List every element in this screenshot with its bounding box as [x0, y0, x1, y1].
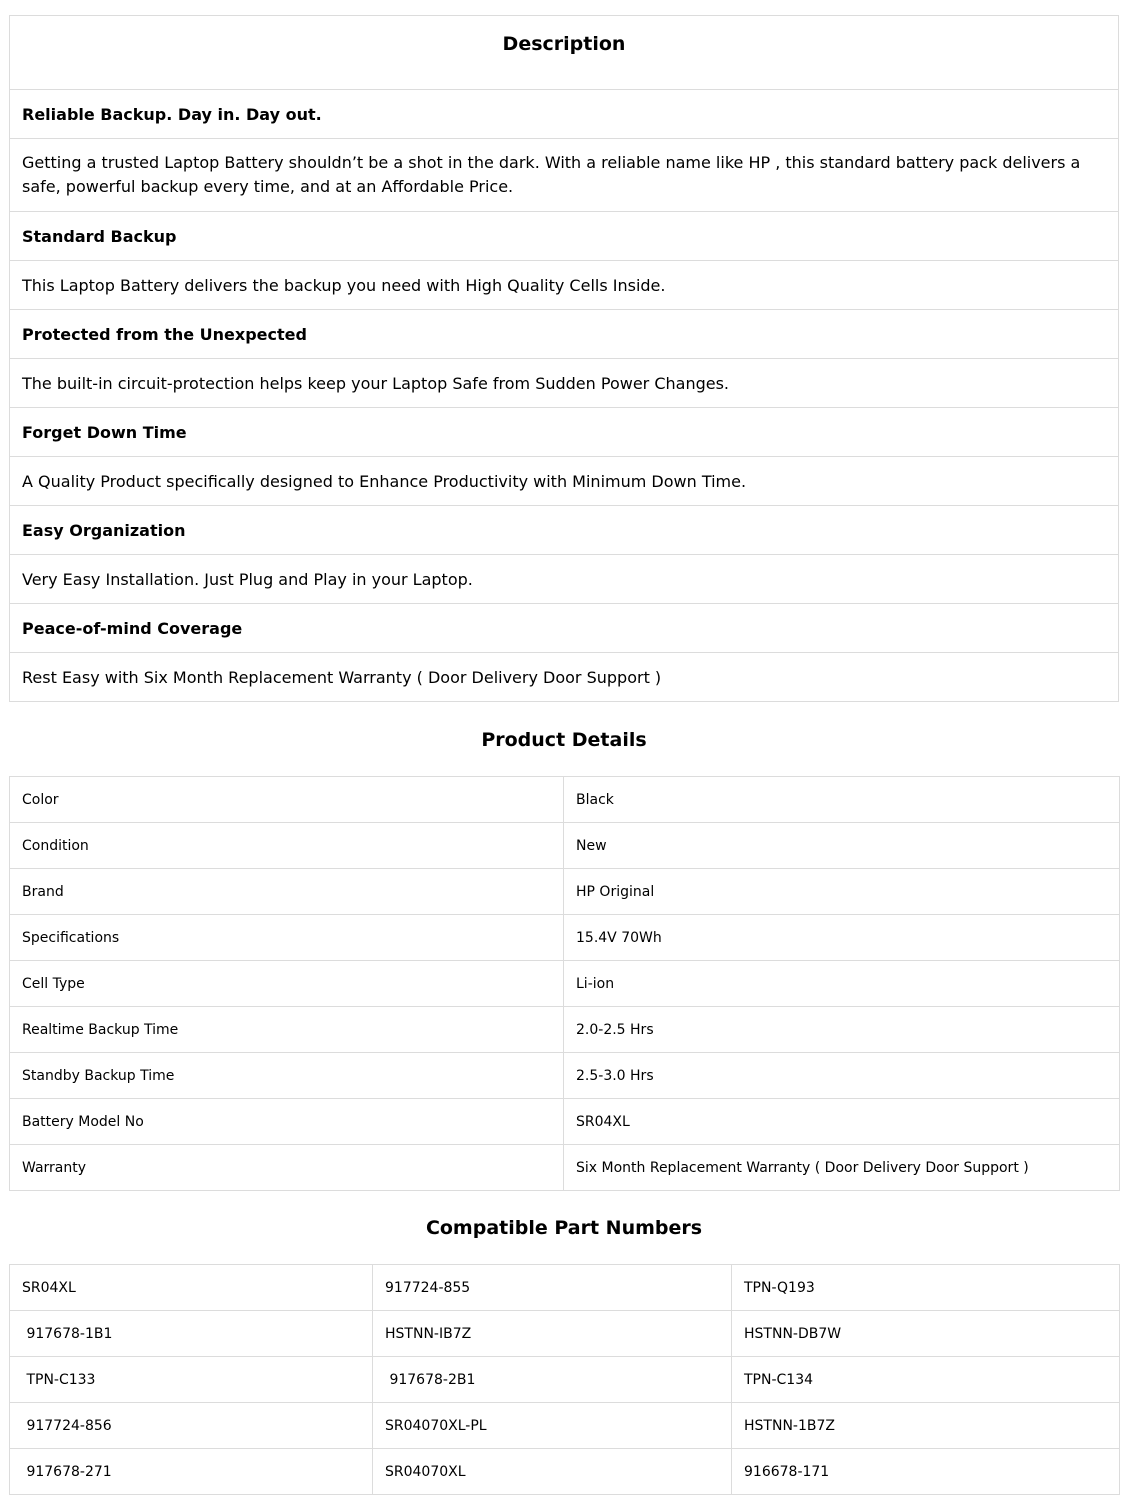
part-number-cell: HSTNN-1B7Z [732, 1403, 1120, 1449]
section-body: Very Easy Installation. Just Plug and Play in your Laptop. [10, 555, 1119, 604]
table-row [10, 1357, 1120, 1403]
detail-label: Brand [10, 869, 564, 915]
table-row [10, 961, 1120, 1007]
description-table [9, 15, 1119, 702]
part-number-cell: 917678-1B1 [10, 1311, 373, 1357]
section-body: Rest Easy with Six Month Replacement Warranty ( Door Delivery Door Support ) [10, 653, 1119, 702]
detail-label: Realtime Backup Time [10, 1007, 564, 1053]
detail-label: Warranty [10, 1145, 564, 1191]
detail-value: 2.0-2.5 Hrs [564, 1007, 1120, 1053]
part-number-cell: 917678-271 [10, 1449, 373, 1495]
part-number-cell: SR04XL [10, 1265, 373, 1311]
detail-value: SR04XL [564, 1099, 1120, 1145]
compatible-part-numbers-title: Compatible Part Numbers [425, 1217, 703, 1239]
section-heading: Protected from the Unexpected [10, 310, 1119, 359]
section-heading: Easy Organization [10, 506, 1119, 555]
table-row [10, 1099, 1120, 1145]
part-number-cell: 917678-2B1 [373, 1357, 732, 1403]
table-row [10, 1449, 1120, 1495]
table-row [10, 777, 1120, 823]
table-row [10, 823, 1120, 869]
section-heading: Standard Backup [10, 212, 1119, 261]
product-details-title: Product Details [481, 729, 647, 751]
detail-label: Color [10, 777, 564, 823]
section-body: The built-in circuit-protection helps keep your Laptop Safe from Sudden Power Changes. [10, 359, 1119, 408]
table-row [10, 869, 1120, 915]
part-number-cell: HSTNN-IB7Z [373, 1311, 732, 1357]
section-heading: Reliable Backup. Day in. Day out. [10, 90, 1119, 139]
detail-value: 15.4V 70Wh [564, 915, 1120, 961]
detail-value: 2.5-3.0 Hrs [564, 1053, 1120, 1099]
section-heading: Forget Down Time [10, 408, 1119, 457]
section-body: This Laptop Battery delivers the backup you need with High Quality Cells Inside. [10, 261, 1119, 310]
detail-label: Condition [10, 823, 564, 869]
part-number-cell: TPN-Q193 [732, 1265, 1120, 1311]
detail-label: Standby Backup Time [10, 1053, 564, 1099]
section-heading: Peace-of-mind Coverage [10, 604, 1119, 653]
part-number-cell: TPN-C134 [732, 1357, 1120, 1403]
table-row [10, 1403, 1120, 1449]
part-number-cell: 917724-856 [10, 1403, 373, 1449]
compatible-parts-table [9, 1264, 1120, 1495]
table-row [10, 1053, 1120, 1099]
table-row [10, 1311, 1120, 1357]
detail-label: Cell Type [10, 961, 564, 1007]
part-number-cell: 917724-855 [373, 1265, 732, 1311]
description-header-cell [10, 16, 1119, 90]
description-title: Description [502, 33, 626, 55]
detail-label: Battery Model No [10, 1099, 564, 1145]
detail-value: Six Month Replacement Warranty ( Door Delivery Door Support ) [564, 1145, 1120, 1191]
table-row [10, 1145, 1120, 1191]
detail-value: Li-ion [564, 961, 1120, 1007]
part-number-cell: 916678-171 [732, 1449, 1120, 1495]
part-number-cell: TPN-C133 [10, 1357, 373, 1403]
part-number-cell: SR04070XL-PL [373, 1403, 732, 1449]
section-body: Getting a trusted Laptop Battery shouldn’t be a shot in the dark. With a reliable name like HP , this standard battery pack delivers a safe, powerful backup every time, and at an Affordable Price. [10, 139, 1119, 212]
detail-label: Specifications [10, 915, 564, 961]
detail-value: New [564, 823, 1120, 869]
part-number-cell: SR04070XL [373, 1449, 732, 1495]
part-number-cell: HSTNN-DB7W [732, 1311, 1120, 1357]
table-row [10, 915, 1120, 961]
table-row [10, 1265, 1120, 1311]
section-body: A Quality Product specifically designed to Enhance Productivity with Minimum Down Time. [10, 457, 1119, 506]
table-row [10, 1007, 1120, 1053]
product-details-table [9, 776, 1120, 1191]
detail-value: Black [564, 777, 1120, 823]
detail-value: HP Original [564, 869, 1120, 915]
